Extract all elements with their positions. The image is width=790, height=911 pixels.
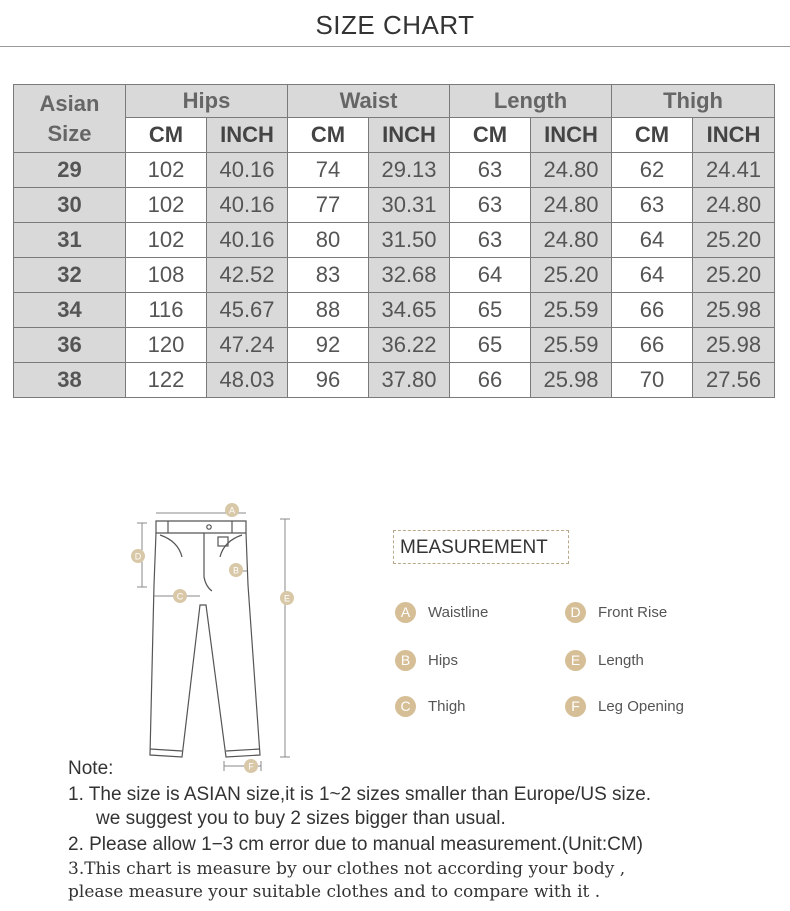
table-cell: 45.67 — [207, 293, 288, 328]
svg-text:B: B — [232, 565, 240, 576]
size-cell: 36 — [14, 328, 126, 363]
table-cell: 63 — [450, 188, 531, 223]
table-cell: 64 — [612, 223, 693, 258]
notes-heading: Note: — [68, 758, 114, 779]
table-cell: 25.98 — [693, 328, 775, 363]
note-3: 3.This chart is measure by our clothes not according your body , — [68, 859, 626, 879]
group-header-hips: Hips — [126, 85, 288, 118]
table-cell: 116 — [126, 293, 207, 328]
marker-b — [229, 563, 243, 577]
table-cell: 80 — [288, 223, 369, 258]
table-cell: 120 — [126, 328, 207, 363]
unit-header: CM — [126, 118, 207, 153]
table-cell: 63 — [612, 188, 693, 223]
table-cell: 63 — [450, 223, 531, 258]
page-title: SIZE CHART — [315, 10, 475, 40]
size-cell: 32 — [14, 258, 126, 293]
table-cell: 27.56 — [693, 363, 775, 398]
svg-text:C: C — [176, 591, 184, 602]
asian-size-header — [14, 85, 126, 153]
legend-label: Thigh — [428, 697, 466, 715]
table-cell: 24.80 — [531, 188, 612, 223]
marker-a — [225, 503, 239, 517]
marker-c — [173, 589, 187, 603]
size-cell: 30 — [14, 188, 126, 223]
table-cell: 34.65 — [369, 293, 450, 328]
table-row — [14, 293, 775, 328]
svg-text:A: A — [228, 505, 236, 516]
legend-letter: C — [395, 696, 416, 717]
table-cell: 25.59 — [531, 293, 612, 328]
legend-label: Length — [598, 651, 644, 669]
legend-letter: F — [565, 696, 586, 717]
table-cell: 88 — [288, 293, 369, 328]
legend-item-thigh — [395, 695, 466, 717]
marker-d — [131, 549, 145, 563]
legend-item-leg-opening — [565, 695, 684, 717]
table-cell: 122 — [126, 363, 207, 398]
header-divider — [0, 46, 790, 47]
table-cell: 40.16 — [207, 153, 288, 188]
size-cell: 31 — [14, 223, 126, 258]
svg-text:F: F — [248, 761, 254, 772]
size-cell: 38 — [14, 363, 126, 398]
table-cell: 102 — [126, 153, 207, 188]
table-cell: 24.80 — [531, 223, 612, 258]
size-label: Size — [47, 120, 92, 146]
table-cell: 24.41 — [693, 153, 775, 188]
note-3-continued: please measure your suitable clothes and to compare with it . — [68, 882, 601, 902]
table-cell: 64 — [612, 258, 693, 293]
table-cell: 66 — [450, 363, 531, 398]
table-cell: 40.16 — [207, 188, 288, 223]
pants-diagram — [120, 495, 310, 780]
table-cell: 108 — [126, 258, 207, 293]
table-cell: 25.98 — [531, 363, 612, 398]
table-cell: 25.20 — [693, 223, 775, 258]
legend-letter: D — [565, 602, 586, 623]
table-cell: 62 — [612, 153, 693, 188]
note-1-continued: we suggest you to buy 2 sizes bigger than usual. — [96, 808, 506, 829]
legend-item-hips — [395, 649, 458, 671]
table-cell: 66 — [612, 293, 693, 328]
table-row — [14, 153, 775, 188]
table-cell: 24.80 — [693, 188, 775, 223]
legend-item-length — [565, 649, 644, 671]
table-cell: 65 — [450, 328, 531, 363]
table-row — [14, 363, 775, 398]
table-cell: 77 — [288, 188, 369, 223]
unit-header: INCH — [369, 118, 450, 153]
table-cell: 48.03 — [207, 363, 288, 398]
measurement-legend-title-box — [393, 530, 569, 564]
group-header-thigh: Thigh — [612, 85, 775, 118]
group-header-waist: Waist — [288, 85, 450, 118]
note-1: 1. The size is ASIAN size,it is 1~2 sizes smaller than Europe/US size. — [68, 784, 652, 805]
unit-header: INCH — [693, 118, 775, 153]
table-cell: 25.59 — [531, 328, 612, 363]
table-cell: 31.50 — [369, 223, 450, 258]
table-cell: 25.20 — [531, 258, 612, 293]
table-cell: 37.80 — [369, 363, 450, 398]
table-cell: 65 — [450, 293, 531, 328]
table-cell: 32.68 — [369, 258, 450, 293]
marker-e — [280, 591, 294, 605]
table-row — [14, 188, 775, 223]
table-cell: 40.16 — [207, 223, 288, 258]
unit-header: CM — [612, 118, 693, 153]
legend-label: Leg Opening — [598, 697, 684, 715]
table-cell: 96 — [288, 363, 369, 398]
legend-label: Waistline — [428, 603, 489, 621]
size-table — [13, 84, 775, 398]
table-cell: 83 — [288, 258, 369, 293]
table-row — [14, 223, 775, 258]
legend-label: Front Rise — [598, 603, 668, 621]
legend-letter: A — [395, 602, 416, 623]
measurement-title: MEASUREMENT — [400, 537, 548, 558]
table-cell: 66 — [612, 328, 693, 363]
table-row — [14, 328, 775, 363]
size-cell: 34 — [14, 293, 126, 328]
unit-header: CM — [288, 118, 369, 153]
table-cell: 102 — [126, 223, 207, 258]
table-row — [14, 258, 775, 293]
table-cell: 74 — [288, 153, 369, 188]
table-cell: 25.20 — [693, 258, 775, 293]
header — [0, 0, 790, 48]
table-body — [14, 153, 775, 398]
legend-item-waistline — [395, 601, 488, 623]
group-header-length: Length — [450, 85, 612, 118]
table-cell: 63 — [450, 153, 531, 188]
legend-item-front-rise — [565, 601, 667, 623]
legend-label: Hips — [428, 651, 459, 669]
table-cell: 64 — [450, 258, 531, 293]
table-cell: 30.31 — [369, 188, 450, 223]
table-cell: 92 — [288, 328, 369, 363]
unit-header: INCH — [531, 118, 612, 153]
table-cell: 102 — [126, 188, 207, 223]
unit-header: INCH — [207, 118, 288, 153]
table-cell: 47.24 — [207, 328, 288, 363]
svg-text:D: D — [134, 551, 142, 562]
svg-text:E: E — [283, 593, 291, 604]
table-cell: 36.22 — [369, 328, 450, 363]
table-cell: 42.52 — [207, 258, 288, 293]
table-cell: 70 — [612, 363, 693, 398]
marker-f — [244, 759, 258, 773]
asian-label: Asian — [39, 90, 100, 116]
table-cell: 29.13 — [369, 153, 450, 188]
note-2: 2. Please allow 1−3 cm error due to manual measurement.(Unit:CM) — [68, 834, 643, 855]
legend-letter: E — [565, 650, 586, 671]
unit-header: CM — [450, 118, 531, 153]
size-cell: 29 — [14, 153, 126, 188]
table-cell: 24.80 — [531, 153, 612, 188]
legend-letter: B — [395, 650, 416, 671]
table-cell: 25.98 — [693, 293, 775, 328]
